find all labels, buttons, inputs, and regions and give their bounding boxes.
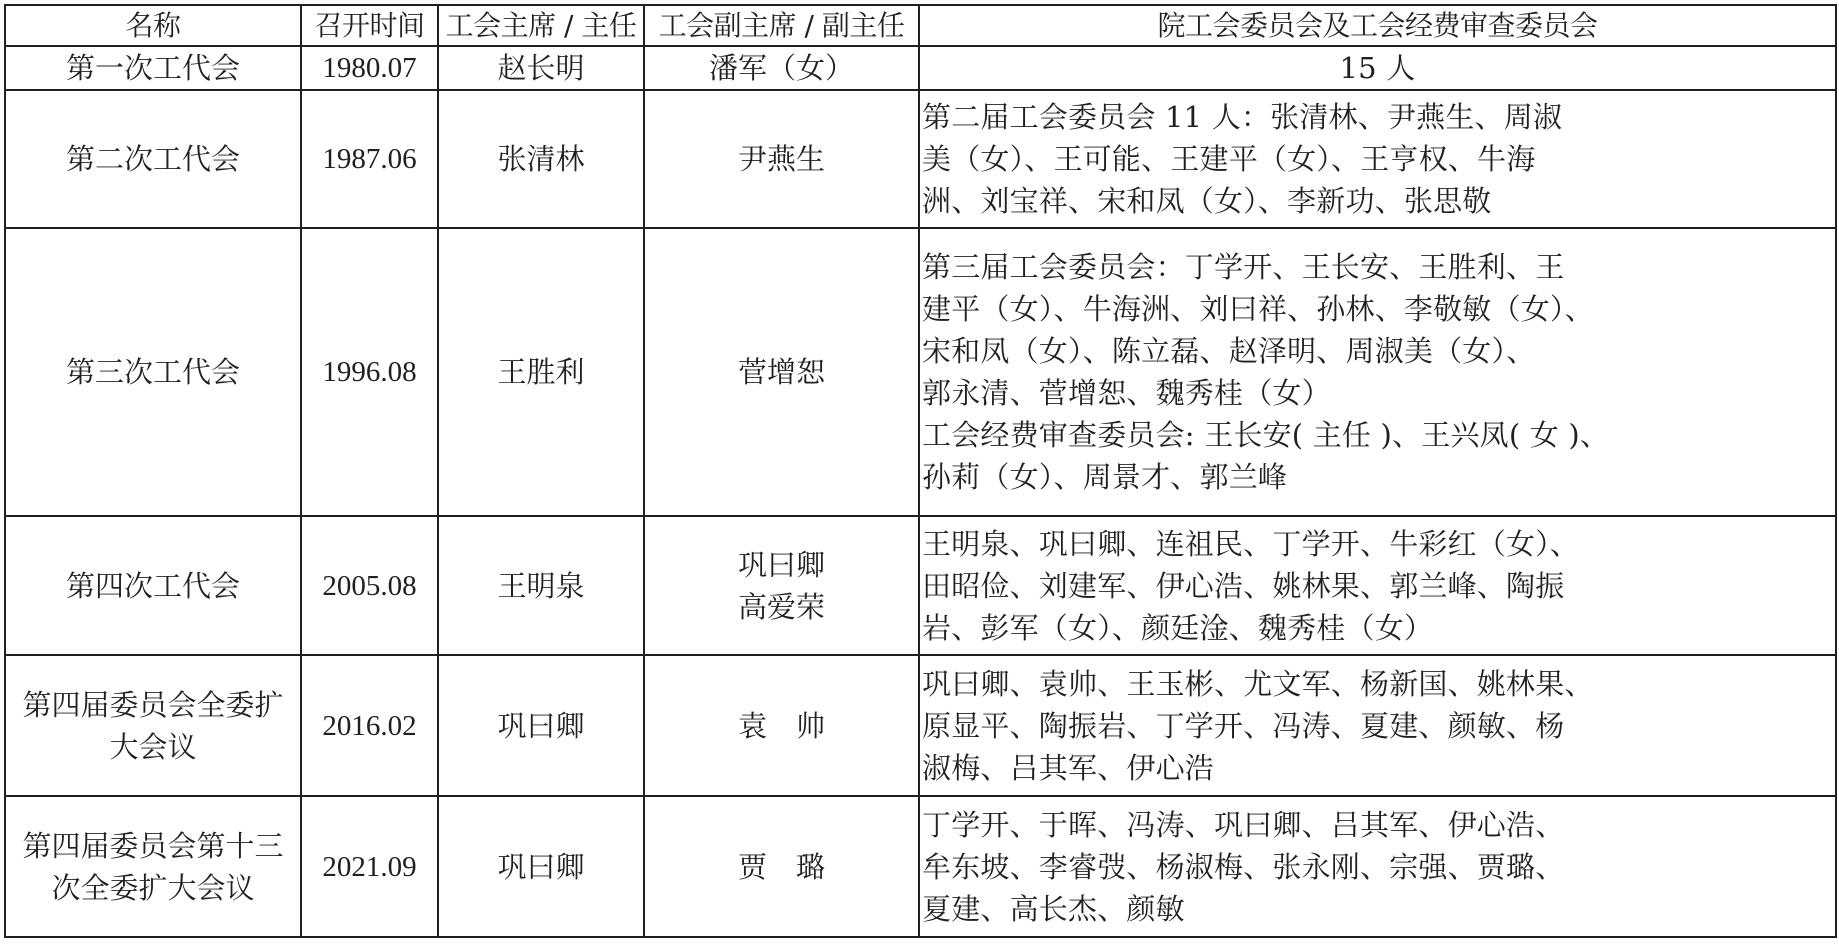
members-line: 15 人 [1339,51,1416,85]
chair-cell: 王胜利 [438,228,644,516]
vice-chair-cell [644,516,919,655]
members-line: 郭永清、菅增恕、魏秀桂（女） [922,376,1331,410]
members-line: 夏建、高长杰、颜敏 [922,891,1185,926]
chair-cell: 王明泉 [438,516,644,655]
congress-name-line: 大会议 [109,729,197,764]
members-line: 建平（女）、牛海洲、刘曰祥、孙林、李敬敏（女）、 [922,292,1594,326]
members-line: 王明泉、巩曰卿、连祖民、丁学开、牛彩红（女）、 [922,526,1580,561]
congress-name-line: 第一次工代会 [65,51,240,85]
header-name: 名称 [5,5,301,46]
vice-chair-cell [644,655,919,796]
header-row [5,5,1836,46]
members-line: 第二届工会委员会 11 人：张清林、尹燕生、周淑 [922,100,1563,134]
congress-name-line: 第二次工代会 [65,142,240,176]
congress-name-line: 次全委扩大会议 [51,870,255,905]
meeting-date-cell: 2021.09 [301,796,438,937]
members-line: 巩曰卿、袁帅、王玉彬、尤文军、杨新国、姚林果、 [922,666,1594,701]
members-line: 工会经费审查委员会: 王长安( 主任 )、王兴凤( 女 )、 [922,418,1610,452]
table-header [5,5,1836,46]
meeting-date-cell: 1987.06 [301,90,438,228]
members-line: 原显平、陶振岩、丁学开、冯涛、夏建、颜敏、杨 [922,708,1565,743]
members-line: 美（女）、王可能、王建平（女）、王亨权、牛海 [922,142,1536,176]
vice-chair-line: 贾 璐 [737,849,825,884]
vice-chair-cell [644,228,919,516]
committee-members-cell [919,796,1836,937]
chair-cell: 赵长明 [438,46,644,90]
table-row [5,90,1836,228]
members-line: 第三届工会委员会：丁学开、王长安、王胜利、王 [922,250,1565,284]
vice-chair-cell [644,90,919,228]
congress-name-cell [5,228,301,516]
vice-chair-line: 巩曰卿 [737,547,825,582]
chair-cell: 巩曰卿 [438,796,644,937]
table-row [5,46,1836,90]
congress-name-line: 第四次工代会 [65,568,240,603]
chair-cell: 张清林 [438,90,644,228]
members-line: 丁学开、于晖、冯涛、巩曰卿、吕其军、伊心浩、 [922,807,1565,842]
vice-chair-line: 潘军（女） [708,51,854,85]
chair-cell: 巩曰卿 [438,655,644,796]
congress-name-cell [5,46,301,90]
committee-members-cell [919,516,1836,655]
vice-chair-line: 菅增恕 [737,355,825,389]
congress-name-line: 第四届委员会第十三 [22,828,284,863]
members-line: 洲、刘宝祥、宋和凤（女）、李新功、张思敬 [922,184,1492,218]
congress-name-cell [5,655,301,796]
meeting-date-cell: 2005.08 [301,516,438,655]
committee-members-cell [919,90,1836,228]
table-row [5,516,1836,655]
header-vice-chair: 工会副主席 / 副主任 [644,5,919,46]
congress-name-line: 第三次工代会 [65,355,240,389]
meeting-date-cell: 1980.07 [301,46,438,90]
table-row [5,796,1836,937]
header-chair: 工会主席 / 主任 [438,5,644,46]
congress-name-line: 第四届委员会全委扩 [22,687,284,722]
vice-chair-line: 高爱荣 [737,589,825,624]
vice-chair-line: 尹燕生 [737,142,825,176]
members-line: 牟东坡、李睿弢、杨淑梅、张永刚、宗强、贾璐、 [922,849,1565,884]
vice-chair-cell [644,46,919,90]
members-line: 宋和凤（女）、陈立磊、赵泽明、周淑美（女）、 [922,334,1536,368]
committee-members-cell [919,46,1836,90]
meeting-date-cell: 2016.02 [301,655,438,796]
committee-members-cell [919,228,1836,516]
header-committee-members: 院工会委员会及工会经费审查委员会 [919,5,1836,46]
members-line: 岩、彭军（女）、颜廷淦、魏秀桂（女） [922,610,1434,645]
vice-chair-cell [644,796,919,937]
members-line: 淑梅、吕其军、伊心浩 [922,750,1215,785]
table-body [5,46,1836,937]
committee-members-cell [919,655,1836,796]
table-row [5,655,1836,796]
congress-name-cell [5,796,301,937]
members-line: 孙莉（女）、周景才、郭兰峰 [922,460,1288,494]
header-date: 召开时间 [301,5,438,46]
congress-name-cell [5,516,301,655]
congress-name-cell [5,90,301,228]
union-congress-table [4,4,1837,938]
table-row [5,228,1836,516]
members-line: 田昭俭、刘建军、伊心浩、姚林果、郭兰峰、陶振 [922,568,1565,603]
vice-chair-line: 袁 帅 [737,708,825,743]
meeting-date-cell: 1996.08 [301,228,438,516]
